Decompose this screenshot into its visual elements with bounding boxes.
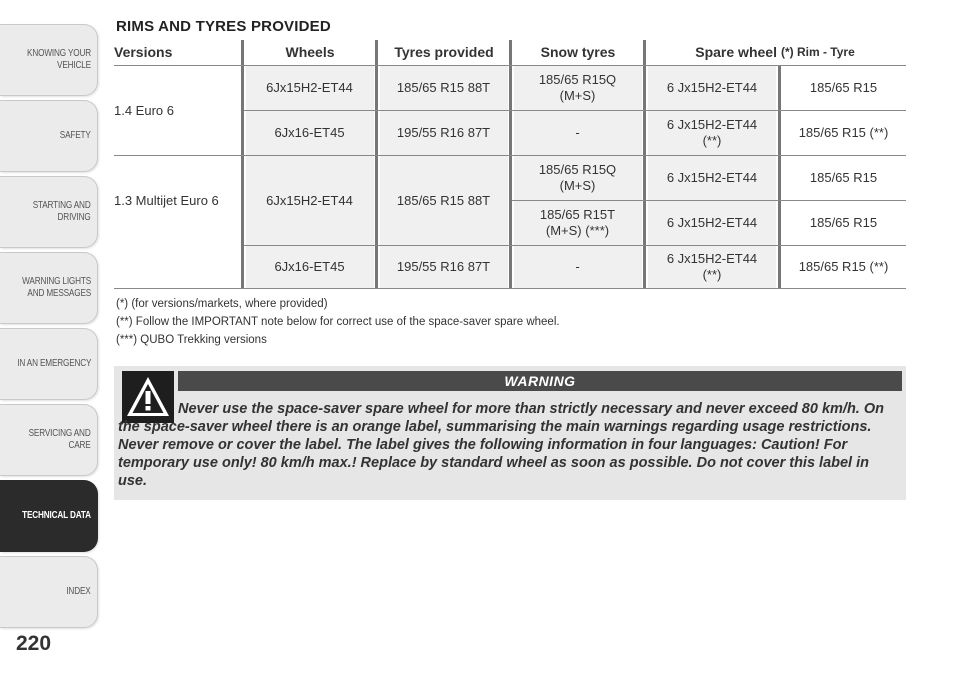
version-cell: 1.4 Euro 6 [114, 102, 174, 118]
tab-in-an-emergency[interactable]: IN AN EMERGENCY [0, 328, 98, 400]
rim-cell: 6 Jx15H2-ET44 [666, 170, 758, 185]
header-wheels: Wheels [285, 44, 335, 60]
wheels-cell: 6Jx15H2-ET44 [266, 192, 353, 208]
footnote: (**) Follow the IMPORTANT note below for correct use of the space-saver spare wheel. [116, 316, 560, 328]
snow-cell: - [575, 259, 580, 274]
footnotes [116, 295, 560, 349]
wheels-cell: 6Jx16-ET45 [274, 125, 345, 140]
header-spare-wheel [644, 40, 906, 64]
snow-cell: 185/65 R15T (M+S) (***) [539, 207, 616, 238]
warning-box [114, 366, 906, 500]
tab-knowing-your-vehicle[interactable]: KNOWING YOUR VEHICLE [0, 24, 98, 96]
tyres-cell: 195/55 R16 87T [396, 125, 491, 140]
header-snow: Snow tyres [540, 44, 616, 60]
rim-cell: 6 Jx15H2-ET44 (**) [666, 117, 758, 148]
footnote: (***) QUBO Trekking versions [116, 334, 267, 346]
header-spare-sub: (*) Rim - Tyre [780, 45, 855, 59]
spare-tyre-cell: 185/65 R15 (**) [798, 125, 889, 140]
spare-tyre-cell: 185/65 R15 [809, 80, 878, 95]
page-number: 220 [16, 632, 52, 655]
warning-title: WARNING [178, 371, 902, 391]
tab-starting-and-driving[interactable]: STARTING AND DRIVING [0, 176, 98, 248]
tyres-cell: 195/55 R16 87T [396, 259, 491, 274]
wheels-cell: 6Jx16-ET45 [274, 259, 345, 274]
section-title: RIMS AND TYRES PROVIDED [116, 18, 331, 35]
tab-index[interactable]: INDEX [0, 556, 98, 628]
tyres-cell: 185/65 R15 88T [396, 192, 491, 208]
snow-cell: 185/65 R15Q (M+S) [538, 72, 617, 103]
snow-cell: - [575, 125, 580, 140]
header-spare-label: Spare wheel [695, 44, 777, 60]
spare-tyre-cell: 185/65 R15 (**) [798, 259, 889, 274]
tab-technical-data[interactable]: TECHNICAL DATA [0, 480, 98, 552]
spare-tyre-cell: 185/65 R15 [809, 170, 878, 185]
table-bottom-rule [114, 288, 906, 289]
tab-safety[interactable]: SAFETY [0, 100, 98, 172]
tab-warning-lights[interactable]: WARNING LIGHTS AND MESSAGES [0, 252, 98, 324]
warning-text: Never use the space-saver spare wheel for more than strictly necessary and never exceed 80 km/h. On the space-saver wheel there is an orange label, summarising the main warnings regarding usage restrictions. Never remove or cover the label. The label gives the following information in four languages: Caution! For temporary use only! 80 km/h max.! Replace by standard wheel as soon as possible. Do not cover this label in use. [118, 401, 885, 489]
header-versions: Versions [114, 44, 173, 60]
spare-tyre-cell: 185/65 R15 [809, 215, 878, 230]
version-cell: 1.3 Multijet Euro 6 [114, 192, 219, 208]
rim-cell: 6 Jx15H2-ET44 [666, 215, 758, 230]
snow-cell: 185/65 R15Q (M+S) [538, 162, 617, 193]
footnote: (*) (for versions/markets, where provided) [116, 298, 328, 310]
rim-cell: 6 Jx15H2-ET44 [666, 80, 758, 95]
rim-cell: 6 Jx15H2-ET44 (**) [666, 251, 758, 282]
tyres-cell: 185/65 R15 88T [396, 80, 491, 95]
wheels-cell: 6Jx15H2-ET44 [266, 80, 353, 95]
tab-servicing-and-care[interactable]: SERVICING AND CARE [0, 404, 98, 476]
header-tyres: Tyres provided [394, 44, 494, 60]
